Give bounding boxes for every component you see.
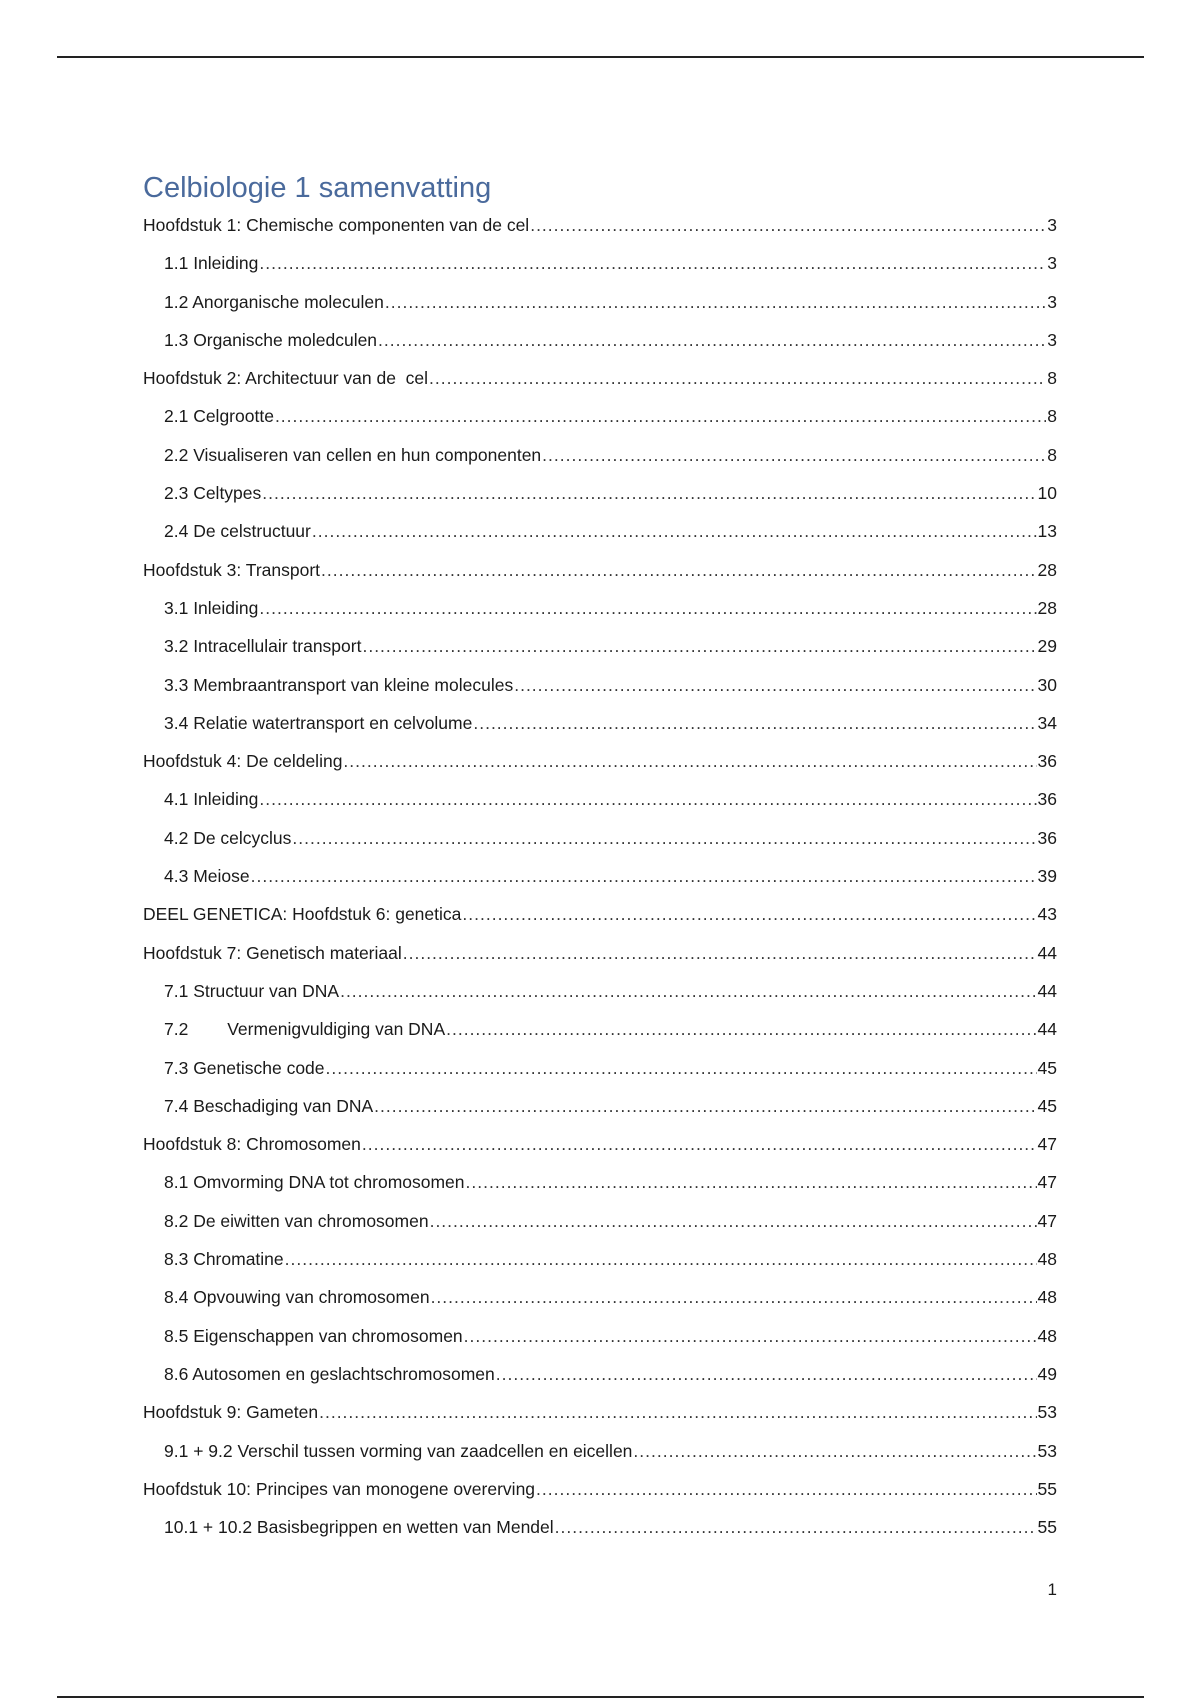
toc-section-entry[interactable] bbox=[143, 1163, 1057, 1201]
toc-section-entry[interactable] bbox=[143, 244, 1057, 282]
toc-entry-label: Hoofdstuk 7: Genetisch materiaal bbox=[143, 942, 402, 963]
toc-entry-page: 44 bbox=[1037, 980, 1057, 1001]
toc-dot-leader bbox=[292, 819, 1036, 857]
toc-section-entry[interactable] bbox=[143, 819, 1057, 857]
toc-entry-label: 1.3 Organische moledculen bbox=[164, 329, 378, 350]
toc-section-entry[interactable] bbox=[143, 512, 1057, 550]
toc-entry-page: 36 bbox=[1037, 789, 1057, 810]
toc-section-entry[interactable] bbox=[143, 1240, 1057, 1278]
toc-entry-label: 3.1 Inleiding bbox=[164, 597, 259, 618]
toc-entry-page: 45 bbox=[1037, 1057, 1057, 1078]
toc-entry-page: 48 bbox=[1037, 1325, 1057, 1346]
toc-entry-label: 7.3 Genetische code bbox=[164, 1057, 325, 1078]
toc-dot-leader bbox=[466, 1163, 1037, 1201]
header-rule bbox=[57, 56, 1144, 58]
toc-entry-label: 8.5 Eigenschappen van chromosomen bbox=[164, 1325, 463, 1346]
toc-entry-page: 3 bbox=[1047, 215, 1057, 235]
toc-entry-page: 43 bbox=[1037, 904, 1057, 925]
toc-entry-label: 4.2 De celcyclus bbox=[164, 827, 292, 848]
toc-entry-label: 2.4 De celstructuur bbox=[164, 521, 311, 542]
toc-dot-leader bbox=[343, 742, 1036, 780]
toc-dot-leader bbox=[340, 972, 1036, 1010]
toc-entry-page: 45 bbox=[1037, 1095, 1057, 1116]
toc-chapter-entry[interactable] bbox=[143, 1125, 1057, 1163]
toc-section-entry[interactable] bbox=[143, 1202, 1057, 1240]
toc-entry-label: 2.1 Celgrootte bbox=[164, 406, 274, 427]
toc-entry-page: 53 bbox=[1037, 1402, 1057, 1423]
toc-dot-leader bbox=[464, 1317, 1037, 1355]
toc-section-entry[interactable] bbox=[143, 589, 1057, 627]
toc-section-entry[interactable] bbox=[143, 1432, 1057, 1470]
toc-entry-page: 55 bbox=[1037, 1517, 1057, 1538]
toc-chapter-entry[interactable] bbox=[143, 895, 1057, 933]
table-of-contents bbox=[143, 206, 1057, 1546]
toc-section-entry[interactable] bbox=[143, 666, 1057, 704]
toc-dot-leader bbox=[326, 1049, 1037, 1087]
toc-entry-page: 39 bbox=[1037, 866, 1057, 887]
toc-chapter-entry[interactable] bbox=[143, 934, 1057, 972]
toc-entry-page: 8 bbox=[1047, 368, 1057, 389]
toc-dot-leader bbox=[262, 474, 1036, 512]
toc-entry-page: 3 bbox=[1047, 253, 1057, 274]
toc-entry-page: 55 bbox=[1037, 1478, 1057, 1499]
toc-entry-page: 48 bbox=[1037, 1249, 1057, 1270]
toc-chapter-entry[interactable] bbox=[143, 1470, 1057, 1508]
toc-section-entry[interactable] bbox=[143, 1087, 1057, 1125]
toc-entry-label: 4.3 Meiose bbox=[164, 866, 250, 887]
toc-section-entry[interactable] bbox=[143, 1010, 1057, 1048]
toc-entry-label: 7.1 Structuur van DNA bbox=[164, 980, 340, 1001]
toc-entry-page: 47 bbox=[1037, 1172, 1057, 1193]
toc-entry-page: 47 bbox=[1037, 1134, 1057, 1155]
toc-dot-leader bbox=[312, 512, 1037, 550]
page-number: 1 bbox=[1047, 1580, 1057, 1599]
toc-dot-leader bbox=[496, 1355, 1037, 1393]
toc-entry-label: Hoofdstuk 8: Chromosomen bbox=[143, 1134, 361, 1155]
toc-entry-label: 7.2 Vermenigvuldiging van DNA bbox=[164, 1019, 446, 1040]
toc-dot-leader bbox=[462, 895, 1036, 933]
toc-dot-leader bbox=[275, 397, 1046, 435]
toc-section-entry[interactable] bbox=[143, 780, 1057, 818]
toc-section-entry[interactable] bbox=[143, 321, 1057, 359]
toc-chapter-entry[interactable] bbox=[143, 206, 1057, 244]
toc-entry-page: 3 bbox=[1047, 291, 1057, 312]
toc-entry-label: 8.6 Autosomen en geslachtschromosomen bbox=[164, 1363, 495, 1384]
toc-entry-label: 4.1 Inleiding bbox=[164, 789, 259, 810]
toc-entry-label: Hoofdstuk 2: Architectuur van de cel bbox=[143, 368, 429, 389]
toc-entry-page: 3 bbox=[1047, 329, 1057, 350]
toc-entry-page: 10 bbox=[1037, 483, 1057, 504]
toc-dot-leader bbox=[430, 1202, 1037, 1240]
toc-section-entry[interactable] bbox=[143, 1355, 1057, 1393]
toc-entry-label: 1.2 Anorganische moleculen bbox=[164, 291, 384, 312]
toc-section-entry[interactable] bbox=[143, 857, 1057, 895]
toc-dot-leader bbox=[514, 666, 1036, 704]
toc-dot-leader bbox=[385, 283, 1046, 321]
footer-rule bbox=[57, 1696, 1144, 1698]
toc-dot-leader bbox=[530, 206, 1046, 244]
toc-entry-label: 2.2 Visualiseren van cellen en hun componenten bbox=[164, 444, 542, 465]
toc-dot-leader bbox=[374, 1087, 1036, 1125]
toc-dot-leader bbox=[473, 704, 1036, 742]
toc-entry-page: 28 bbox=[1037, 597, 1057, 618]
toc-section-entry[interactable] bbox=[143, 1508, 1057, 1546]
toc-section-entry[interactable] bbox=[143, 704, 1057, 742]
toc-entry-label: 3.2 Intracellulair transport bbox=[164, 636, 362, 657]
toc-dot-leader bbox=[536, 1470, 1036, 1508]
toc-dot-leader bbox=[542, 436, 1046, 474]
toc-entry-page: 28 bbox=[1037, 559, 1057, 580]
toc-entry-page: 53 bbox=[1037, 1440, 1057, 1461]
toc-entry-page: 36 bbox=[1037, 751, 1057, 772]
toc-entry-label: Hoofdstuk 9: Gameten bbox=[143, 1402, 319, 1423]
toc-section-entry[interactable] bbox=[143, 1317, 1057, 1355]
toc-entry-page: 34 bbox=[1037, 712, 1057, 733]
toc-dot-leader bbox=[555, 1508, 1037, 1546]
document-title: Celbiologie 1 samenvatting bbox=[143, 172, 492, 204]
toc-entry-label: 3.3 Membraantransport van kleine molecules bbox=[164, 674, 514, 695]
toc-dot-leader bbox=[362, 627, 1036, 665]
toc-section-entry[interactable] bbox=[143, 1049, 1057, 1087]
toc-section-entry[interactable] bbox=[143, 627, 1057, 665]
toc-section-entry[interactable] bbox=[143, 436, 1057, 474]
toc-entry-label: 1.1 Inleiding bbox=[164, 253, 259, 274]
toc-dot-leader bbox=[251, 857, 1037, 895]
toc-entry-label: Hoofdstuk 4: De celdeling bbox=[143, 751, 343, 772]
toc-entry-label: 2.3 Celtypes bbox=[164, 483, 262, 504]
toc-entry-page: 8 bbox=[1047, 444, 1057, 465]
toc-entry-label: 8.1 Omvorming DNA tot chromosomen bbox=[164, 1172, 465, 1193]
toc-dot-leader bbox=[429, 359, 1046, 397]
toc-entry-page: 44 bbox=[1037, 942, 1057, 963]
toc-chapter-entry[interactable] bbox=[143, 359, 1057, 397]
toc-section-entry[interactable] bbox=[143, 283, 1057, 321]
toc-dot-leader bbox=[446, 1010, 1036, 1048]
toc-entry-label: DEEL GENETICA: Hoofdstuk 6: genetica bbox=[143, 904, 462, 925]
toc-dot-leader bbox=[431, 1278, 1037, 1316]
toc-entry-page: 30 bbox=[1037, 674, 1057, 695]
toc-dot-leader bbox=[633, 1432, 1036, 1470]
toc-dot-leader bbox=[259, 589, 1036, 627]
toc-entry-page: 44 bbox=[1037, 1019, 1057, 1040]
toc-section-entry[interactable] bbox=[143, 474, 1057, 512]
toc-entry-label: Hoofdstuk 3: Transport bbox=[143, 559, 321, 580]
toc-dot-leader bbox=[378, 321, 1046, 359]
toc-entry-label: 8.4 Opvouwing van chromosomen bbox=[164, 1287, 430, 1308]
toc-section-entry[interactable] bbox=[143, 972, 1057, 1010]
toc-dot-leader bbox=[285, 1240, 1037, 1278]
toc-chapter-entry[interactable] bbox=[143, 742, 1057, 780]
toc-chapter-entry[interactable] bbox=[143, 1393, 1057, 1431]
toc-entry-page: 36 bbox=[1037, 827, 1057, 848]
toc-chapter-entry[interactable] bbox=[143, 551, 1057, 589]
toc-entry-label: 8.3 Chromatine bbox=[164, 1249, 284, 1270]
toc-dot-leader bbox=[321, 551, 1036, 589]
toc-dot-leader bbox=[319, 1393, 1036, 1431]
toc-dot-leader bbox=[362, 1125, 1037, 1163]
toc-entry-page: 8 bbox=[1047, 406, 1057, 427]
toc-entry-page: 13 bbox=[1037, 521, 1057, 542]
toc-entry-label: 9.1 + 9.2 Verschil tussen vorming van zaadcellen en eicellen bbox=[164, 1440, 633, 1461]
toc-entry-label: 8.2 De eiwitten van chromosomen bbox=[164, 1210, 429, 1231]
toc-dot-leader bbox=[403, 934, 1037, 972]
toc-entry-label: 10.1 + 10.2 Basisbegrippen en wetten van Mendel bbox=[164, 1517, 554, 1538]
toc-entry-label: Hoofdstuk 1: Chemische componenten van de cel bbox=[143, 215, 530, 235]
toc-entry-label: 3.4 Relatie watertransport en celvolume bbox=[164, 712, 473, 733]
toc-section-entry[interactable] bbox=[143, 1278, 1057, 1316]
toc-dot-leader bbox=[259, 780, 1036, 818]
toc-entry-page: 47 bbox=[1037, 1210, 1057, 1231]
toc-entry-label: 7.4 Beschadiging van DNA bbox=[164, 1095, 374, 1116]
toc-entry-page: 48 bbox=[1037, 1287, 1057, 1308]
toc-entry-page: 49 bbox=[1037, 1363, 1057, 1384]
toc-dot-leader bbox=[259, 244, 1046, 282]
toc-section-entry[interactable] bbox=[143, 397, 1057, 435]
toc-entry-label: Hoofdstuk 10: Principes van monogene overerving bbox=[143, 1478, 536, 1499]
toc-entry-page: 29 bbox=[1037, 636, 1057, 657]
